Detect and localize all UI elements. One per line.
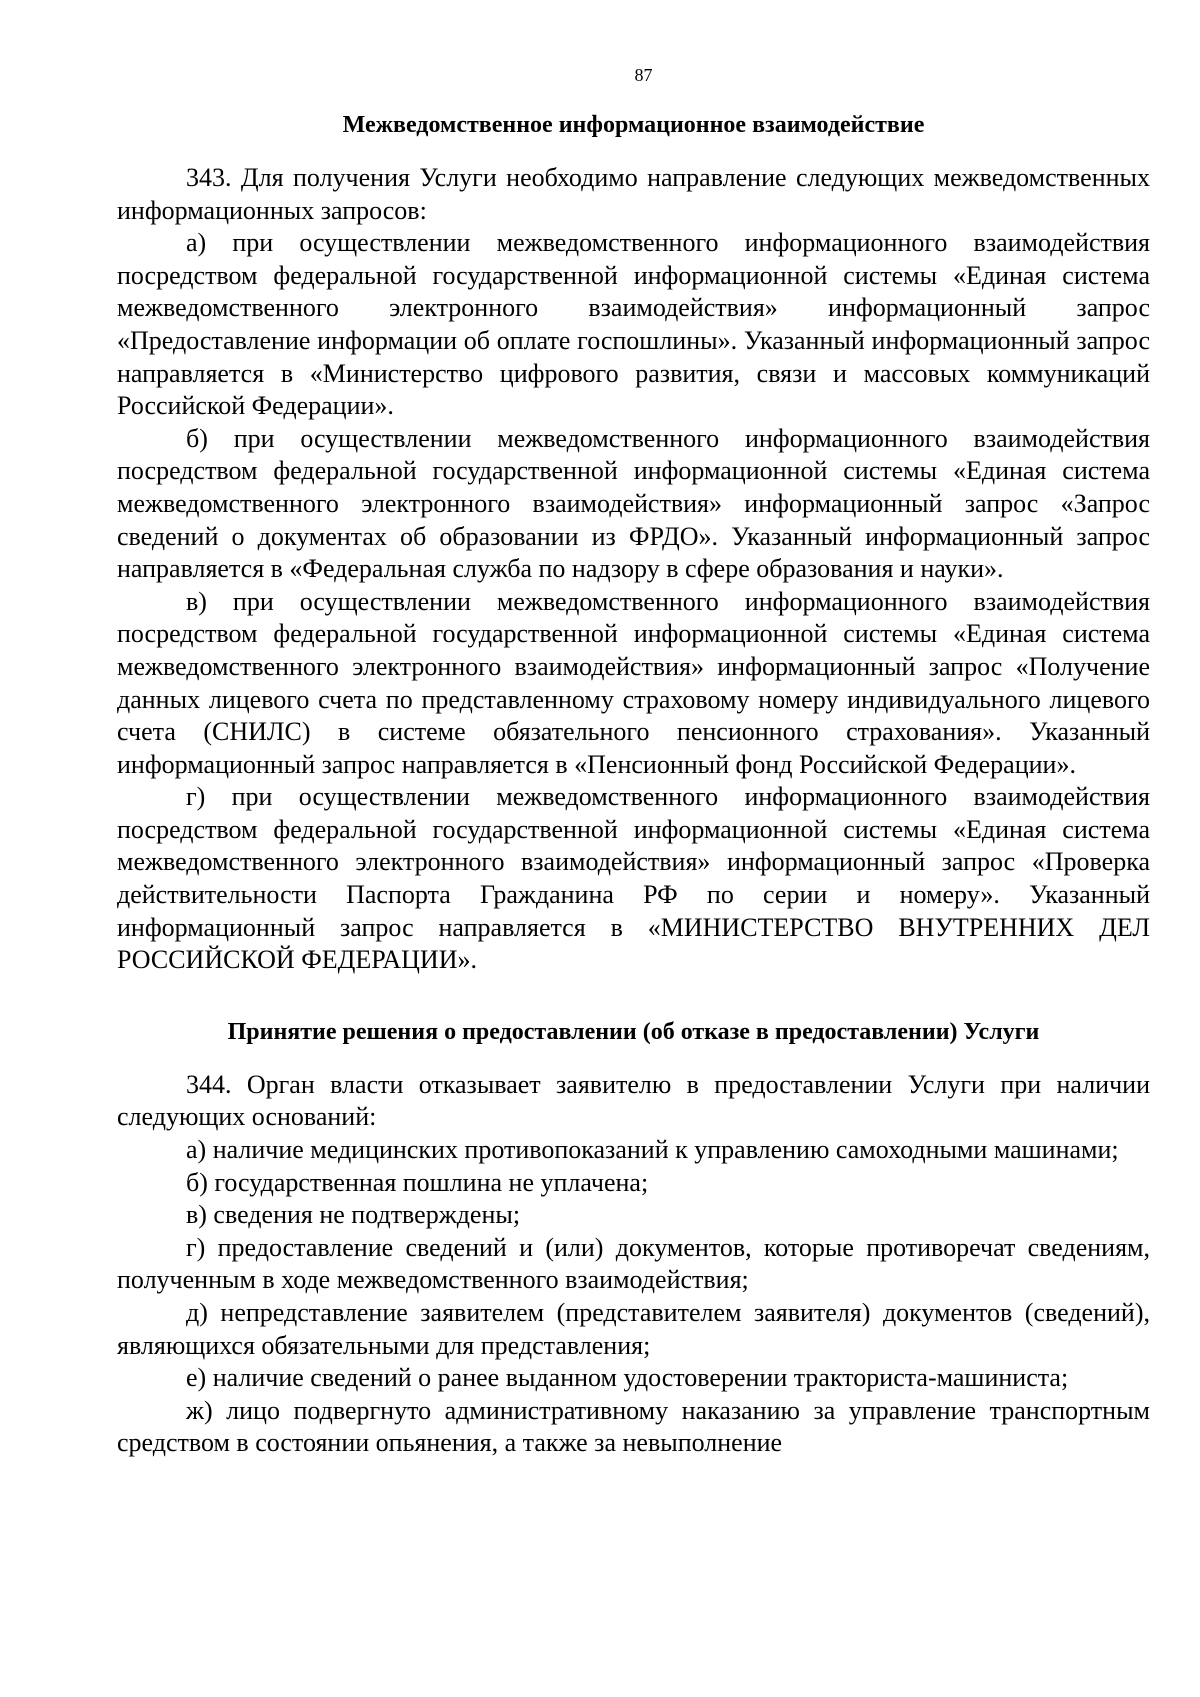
paragraph-344-a: а) наличие медицинских противопоказаний к управлению самоходными машинами; xyxy=(186,1135,1119,1165)
paragraph-344-d: д) непредставление заявителем (представителем заявителя) документов (сведений), являющихся обязательными для представления; xyxy=(117,1298,1150,1360)
page-number: 87 xyxy=(634,65,653,85)
section-heading-interagency: Межведомственное информационное взаимодействие xyxy=(342,112,925,138)
document-page xyxy=(117,64,1150,1460)
section-heading-decision: Принятие решения о предоставлении (об отказе в предоставлении) Услуги xyxy=(227,1018,1040,1045)
paragraph-344-b: б) государственная пошлина не уплачена; xyxy=(186,1167,649,1197)
paragraph-344-zh: ж) лицо подвергнуто административному наказанию за управление транспортным средством в состоянии опьянения, а также за невыполнение xyxy=(117,1395,1150,1458)
paragraph-343-b: б) при осуществлении межведомственного информационного взаимодействия посредством федеральной государственной информационной системы «Единая система межведомственного электронного взаимодействия» информационный запрос «Запрос сведений о документах об образовании из ФРДО». Указанный информационный запрос направляется в «Федеральная служба по надзору в сфере образования и науки». xyxy=(117,423,1150,584)
paragraph-343: 343. Для получения Услуги необходимо направление следующих межведомственных информационных запросов: xyxy=(117,163,1150,225)
paragraph-344: 344. Орган власти отказывает заявителю в предоставлении Услуги при наличии следующих оснований: xyxy=(117,1069,1150,1132)
paragraph-344-v: в) сведения не подтверждены; xyxy=(186,1200,521,1230)
paragraph-344-e: е) наличие сведений о ранее выданном удостоверении тракториста-машиниста; xyxy=(186,1363,1069,1393)
paragraph-344-g: г) предоставление сведений и (или) документов, которые противоречат сведениям, полученным в ходе межведомственного взаимодействия; xyxy=(117,1232,1150,1295)
paragraph-343-a: а) при осуществлении межведомственного информационного взаимодействия посредством федеральной государственной информационной системы «Единая система межведомственного электронного взаимодействия» информационный запрос «Предоставление информации об оплате госпошлины». Указанный информационный запрос направляется в «Министерство цифрового развития, связи и массовых коммуникаций Российской Федерации». xyxy=(117,228,1150,421)
paragraph-343-g: г) при осуществлении межведомственного информационного взаимодействия посредством федеральной государственной информационной системы «Единая система межведомственного электронного взаимодействия» информационный запрос «Проверка действительности Паспорта Гражданина РФ по серии и номеру». Указанный информационный запрос направляется в «МИНИСТЕРСТВО ВНУТРЕННИХ ДЕЛ РОССИЙСКОЙ ФЕДЕРАЦИИ». xyxy=(117,782,1150,975)
paragraph-343-v: в) при осуществлении межведомственного информационного взаимодействия посредством федеральной государственной информационной системы «Единая система межведомственного электронного взаимодействия» информационный запрос «Получение данных лицевого счета по представленному страховому номеру индивидуального лицевого счета (СНИЛС) в системе обязательного пенсионного страхования». Указанный информационный запрос направляется в «Пенсионный фонд Российской Федерации». xyxy=(117,586,1150,779)
